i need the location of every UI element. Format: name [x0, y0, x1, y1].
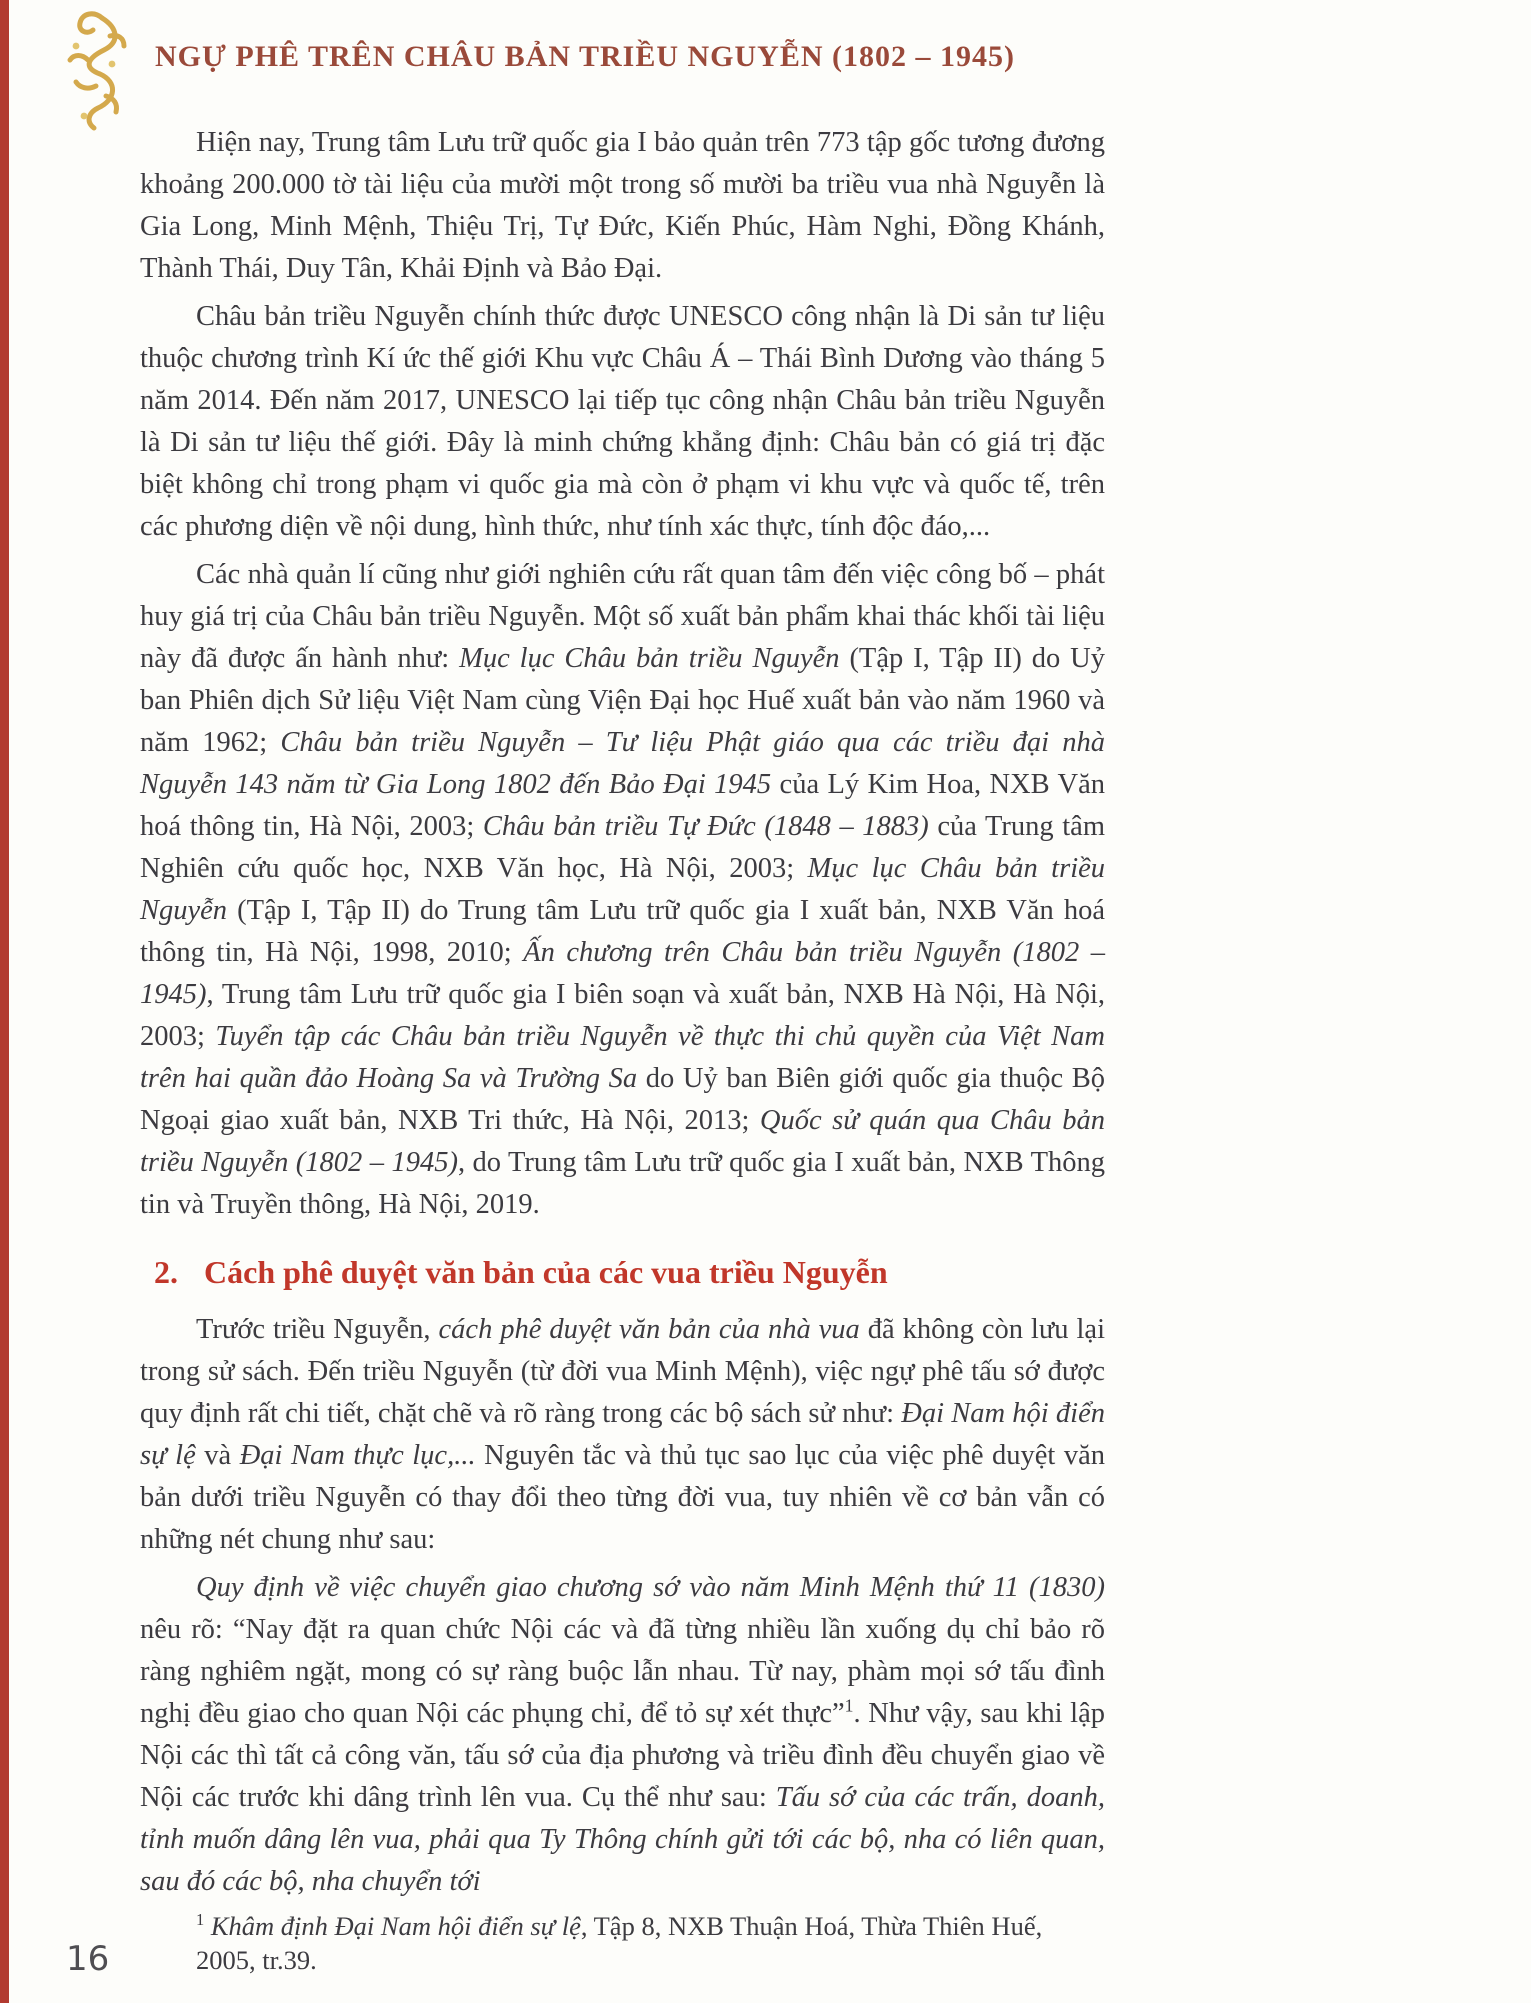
- section-title: Cách phê duyệt văn bản của các vua triều Nguyễn: [204, 1254, 888, 1290]
- section-heading: [154, 1254, 1105, 1291]
- running-header-title: NGỰ PHÊ TRÊN CHÂU BẢN TRIỀU NGUYỄN (1802 – 1945): [155, 40, 1015, 73]
- page-number: 16: [66, 1939, 110, 1979]
- paragraph-4: Trước triều Nguyễn, cách phê duyệt văn bản của nhà vua đã không còn lưu lại trong sử sách. Đến triều Nguyễn (từ đời vua Minh Mệnh), việc ngự phê tấu sớ được quy định rất chi tiết, chặt chẽ và rõ ràng trong các bộ sách sử như: Đại Nam hội điển sự lệ và Đại Nam thực lục,... Nguyên tắc và thủ tục sao lục của việc phê duyệt văn bản dưới triều Nguyễn có thay đổi theo từng đời vua, tuy nhiên về cơ bản vẫn có những nét chung như sau:: [140, 1314, 1106, 1555]
- section-number: 2.: [154, 1254, 178, 1290]
- page-edge-bar: [0, 0, 9, 2003]
- page-body: [140, 122, 1105, 1909]
- paragraph-1: Hiện nay, Trung tâm Lưu trữ quốc gia I bảo quản trên 773 tập gốc tương đương khoảng 200.000 tờ tài liệu của mười một trong số mười ba triều vua nhà Nguyễn là Gia Long, Minh Mệnh, Thiệu Trị, Tự Đức, Kiến Phúc, Hàm Nghi, Đồng Khánh, Thành Thái, Duy Tân, Khải Định và Bảo Đại.: [140, 127, 1105, 284]
- footnote: $^1$ Khâm định Đại Nam hội điển sự lệ, Tập 8, NXB Thuận Hoá, Thừa Thiên Huế, 2005, tr.39.: [196, 1910, 1043, 1975]
- paragraph-5: Quy định về việc chuyển giao chương sớ vào năm Minh Mệnh thứ 11 (1830) nêu rõ: “Nay đặt ra quan chức Nội các và đã từng nhiều lần xuống dụ chỉ bảo rõ ràng nghiêm ngặt, mong có sự ràng buộc lẫn nhau. Từ nay, phàm mọi sớ tấu đình nghị đều giao cho quan Nội các phụng chỉ, để tỏ sự xét thực”$^1$. Như vậy, sau khi lập Nội các thì tất cả công văn, tấu sớ của địa phương và triều đình đều chuyển giao về Nội các trước khi dâng trình lên vua. Cụ thể như sau: Tấu sớ của các trấn, doanh, tỉnh muốn dâng lên vua, phải qua Ty Thông chính gửi tới các bộ, nha có liên quan, sau đó các bộ, nha chuyển tới: [140, 1572, 1105, 1897]
- paragraph-3: Các nhà quản lí cũng như giới nghiên cứu rất quan tâm đến việc công bố – phát huy giá trị của Châu bản triều Nguyễn. Một số xuất bản phẩm khai thác khối tài liệu này đã được ấn hành như: Mục lục Châu bản triều Nguyễn (Tập I, Tập II) do Uỷ ban Phiên dịch Sử liệu Việt Nam cùng Viện Đại học Huế xuất bản vào năm 1960 và năm 1962; Châu bản triều Nguyễn – Tư liệu Phật giáo qua các triều đại nhà Nguyễn 143 năm từ Gia Long 1802 đến Bảo Đại 1945 của Lý Kim Hoa, NXB Văn hoá thông tin, Hà Nội, 2003; Châu bản triều Tự Đức (1848 – 1883) của Trung tâm Nghiên cứu quốc học, NXB Văn học, Hà Nội, 2003; Mục lục Châu bản triều Nguyễn (Tập I, Tập II) do Trung tâm Lưu trữ quốc gia I xuất bản, NXB Văn hoá thông tin, Hà Nội, 1998, 2010; Ấn chương trên Châu bản triều Nguyễn (1802 – 1945), Trung tâm Lưu trữ quốc gia I biên soạn và xuất bản, NXB Hà Nội, Hà Nội, 2003; Tuyển tập các Châu bản triều Nguyễn về thực thi chủ quyền của Việt Nam trên hai quần đảo Hoàng Sa và Trường Sa do Uỷ ban Biên giới quốc gia thuộc Bộ Ngoại giao xuất bản, NXB Tri thức, Hà Nội, 2013; Quốc sử quán qua Châu bản triều Nguyễn (1802 – 1945), do Trung tâm Lưu trữ quốc gia I xuất bản, NXB Thông tin và Truyền thông, Hà Nội, 2019.: [140, 559, 1106, 1220]
- dragon-ornament-icon: [40, 6, 140, 132]
- paragraph-2: Châu bản triều Nguyễn chính thức được UNESCO công nhận là Di sản tư liệu thuộc chương trình Kí ức thế giới Khu vực Châu Á – Thái Bình Dương vào tháng 5 năm 2014. Đến năm 2017, UNESCO lại tiếp tục công nhận Châu bản triều Nguyễn là Di sản tư liệu thế giới. Đây là minh chứng khẳng định: Châu bản có giá trị đặc biệt không chỉ trong phạm vi quốc gia mà còn ở phạm vi khu vực và quốc tế, trên các phương diện về nội dung, hình thức, như tính xác thực, tính độc đáo,...: [140, 301, 1105, 542]
